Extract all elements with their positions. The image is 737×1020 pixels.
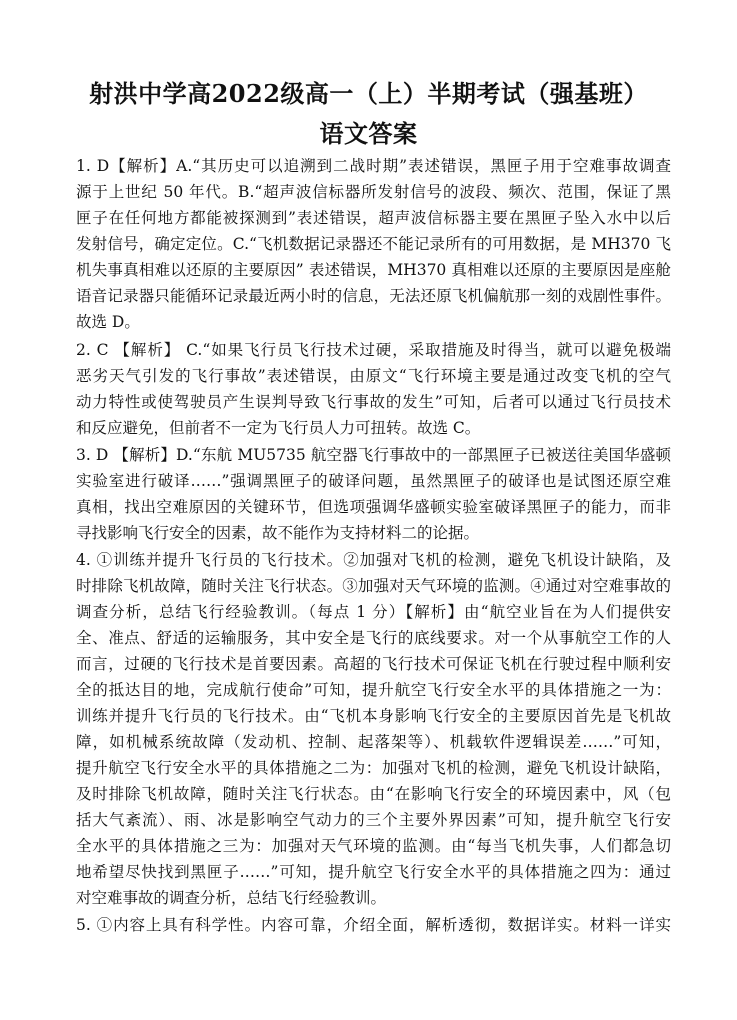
text-line: 及时排除飞机故障，随时关注飞行状态。由“在影响飞行安全的环境因素中，风（包	[76, 785, 671, 803]
text-line: 寻找影响飞行安全的因素，故不能作为支持材料二的论据。	[76, 524, 480, 542]
text-line: 全、准点、舒适的运输服务，其中安全是飞行的底线要求。对一个从事航空工作的人	[76, 629, 671, 647]
text-line: 提升航空飞行安全水平的具体措施之二为：加强对飞机的检测，避免飞机设计缺陷，	[76, 759, 671, 777]
text-line: 2. C 【解析】 C.“如果飞行员飞行技术过硬，采取措施及时得当，就可以避免极端	[76, 341, 671, 359]
text-line: 4. ①训练并提升飞行员的飞行技术。②加强对飞机的检测，避免飞机设计缺陷，及	[76, 551, 671, 569]
text-line: 源于上世纪 50 年代。B.“超声波信标器所发射信号的波段、频次、范围，保证了黑	[76, 183, 671, 201]
document-subtitle: 语文答案	[319, 119, 418, 148]
text-line: 语音记录器只能循环记录最近两小时的信息，无法还原飞机偏航那一刻的戏剧性事件。	[76, 287, 671, 305]
text-line: 时排除飞机故障，随时关注飞行状态。③加强对天气环境的监测。④通过对空难事故的	[76, 577, 671, 595]
text-line: 调查分析，总结飞行经验教训。（每点 1 分）【解析】由“航空业旨在为人们提供安	[76, 603, 671, 621]
text-line: 动力特性或使驾驶员产生误判导致飞行事故的发生”可知，后者可以通过飞行员技术	[76, 393, 671, 411]
text-line: 全的抵达目的地，完成航行使命”可知，提升航空飞行安全水平的具体措施之一为：	[76, 681, 671, 699]
text-line: 恶劣天气引发的飞行事故”表述错误，由原文“飞行环境主要是通过改变飞机的空气	[76, 367, 671, 385]
text-line: 而言，过硬的飞行技术是首要因素。高超的飞行技术可保证飞机在行驶过程中顺利安	[76, 655, 671, 673]
text-line: 实验室进行破译……”强调黑匣子的破译问题，虽然黑匣子的破译也是试图还原空难	[76, 472, 671, 490]
text-line: 匣子在任何地方都能被探测到”表述错误，超声波信标器主要在黑匣子坠入水中以后	[76, 209, 671, 227]
document-title: 射洪中学高2022级高一（上）半期考试（强基班）	[89, 79, 648, 108]
text-line: 1. D【解析】A.“其历史可以追溯到二战时期”表述错误，黑匣子用于空难事故调查	[76, 157, 671, 175]
text-line: 3. D 【解析】D.“东航 MU5735 航空器飞行事故中的一部黑匣子已被送往美国华盛顿	[76, 446, 671, 464]
text-line: 真相，找出空难原因的关键环节，但选项强调华盛顿实验室破译黑匣子的能力，而非	[76, 498, 671, 516]
text-line: 对空难事故的调查分析，总结飞行经验教训。	[76, 889, 387, 907]
text-line: 地希望尽快找到黑匣子……”可知，提升航空飞行安全水平的具体措施之四为：通过	[76, 863, 671, 881]
text-line: 括大气紊流）、雨、冰是影响空气动力的三个主要外界因素”可知，提升航空飞行安	[76, 811, 671, 829]
text-line: 发射信号，确定定位。C.“飞机数据记录器还不能记录所有的可用数据，是 MH370 飞	[76, 235, 671, 253]
text-line: 训练并提升飞行员的飞行技术。由“飞机本身影响飞行安全的主要原因首先是飞机故	[76, 707, 671, 725]
text-line: 和反应避免，但前者不一定为飞行员人力可扭转。故选 C。	[76, 419, 481, 437]
text-line: 机失事真相难以还原的主要原因” 表述错误，MH370 真相难以还原的主要原因是座舱	[76, 261, 671, 279]
text-line: 全水平的具体措施之三为：加强对天气环境的监测。由“每当飞机失事，人们都急切	[76, 837, 671, 855]
text-line: 故选 D。	[76, 313, 140, 331]
text-line: 5. ①内容上具有科学性。内容可靠，介绍全面，解析透彻，数据详实。材料一详实	[76, 916, 671, 934]
text-line: 障，如机械系统故障（发动机、控制、起落架等）、机载软件逻辑误差……”可知，	[76, 733, 671, 751]
